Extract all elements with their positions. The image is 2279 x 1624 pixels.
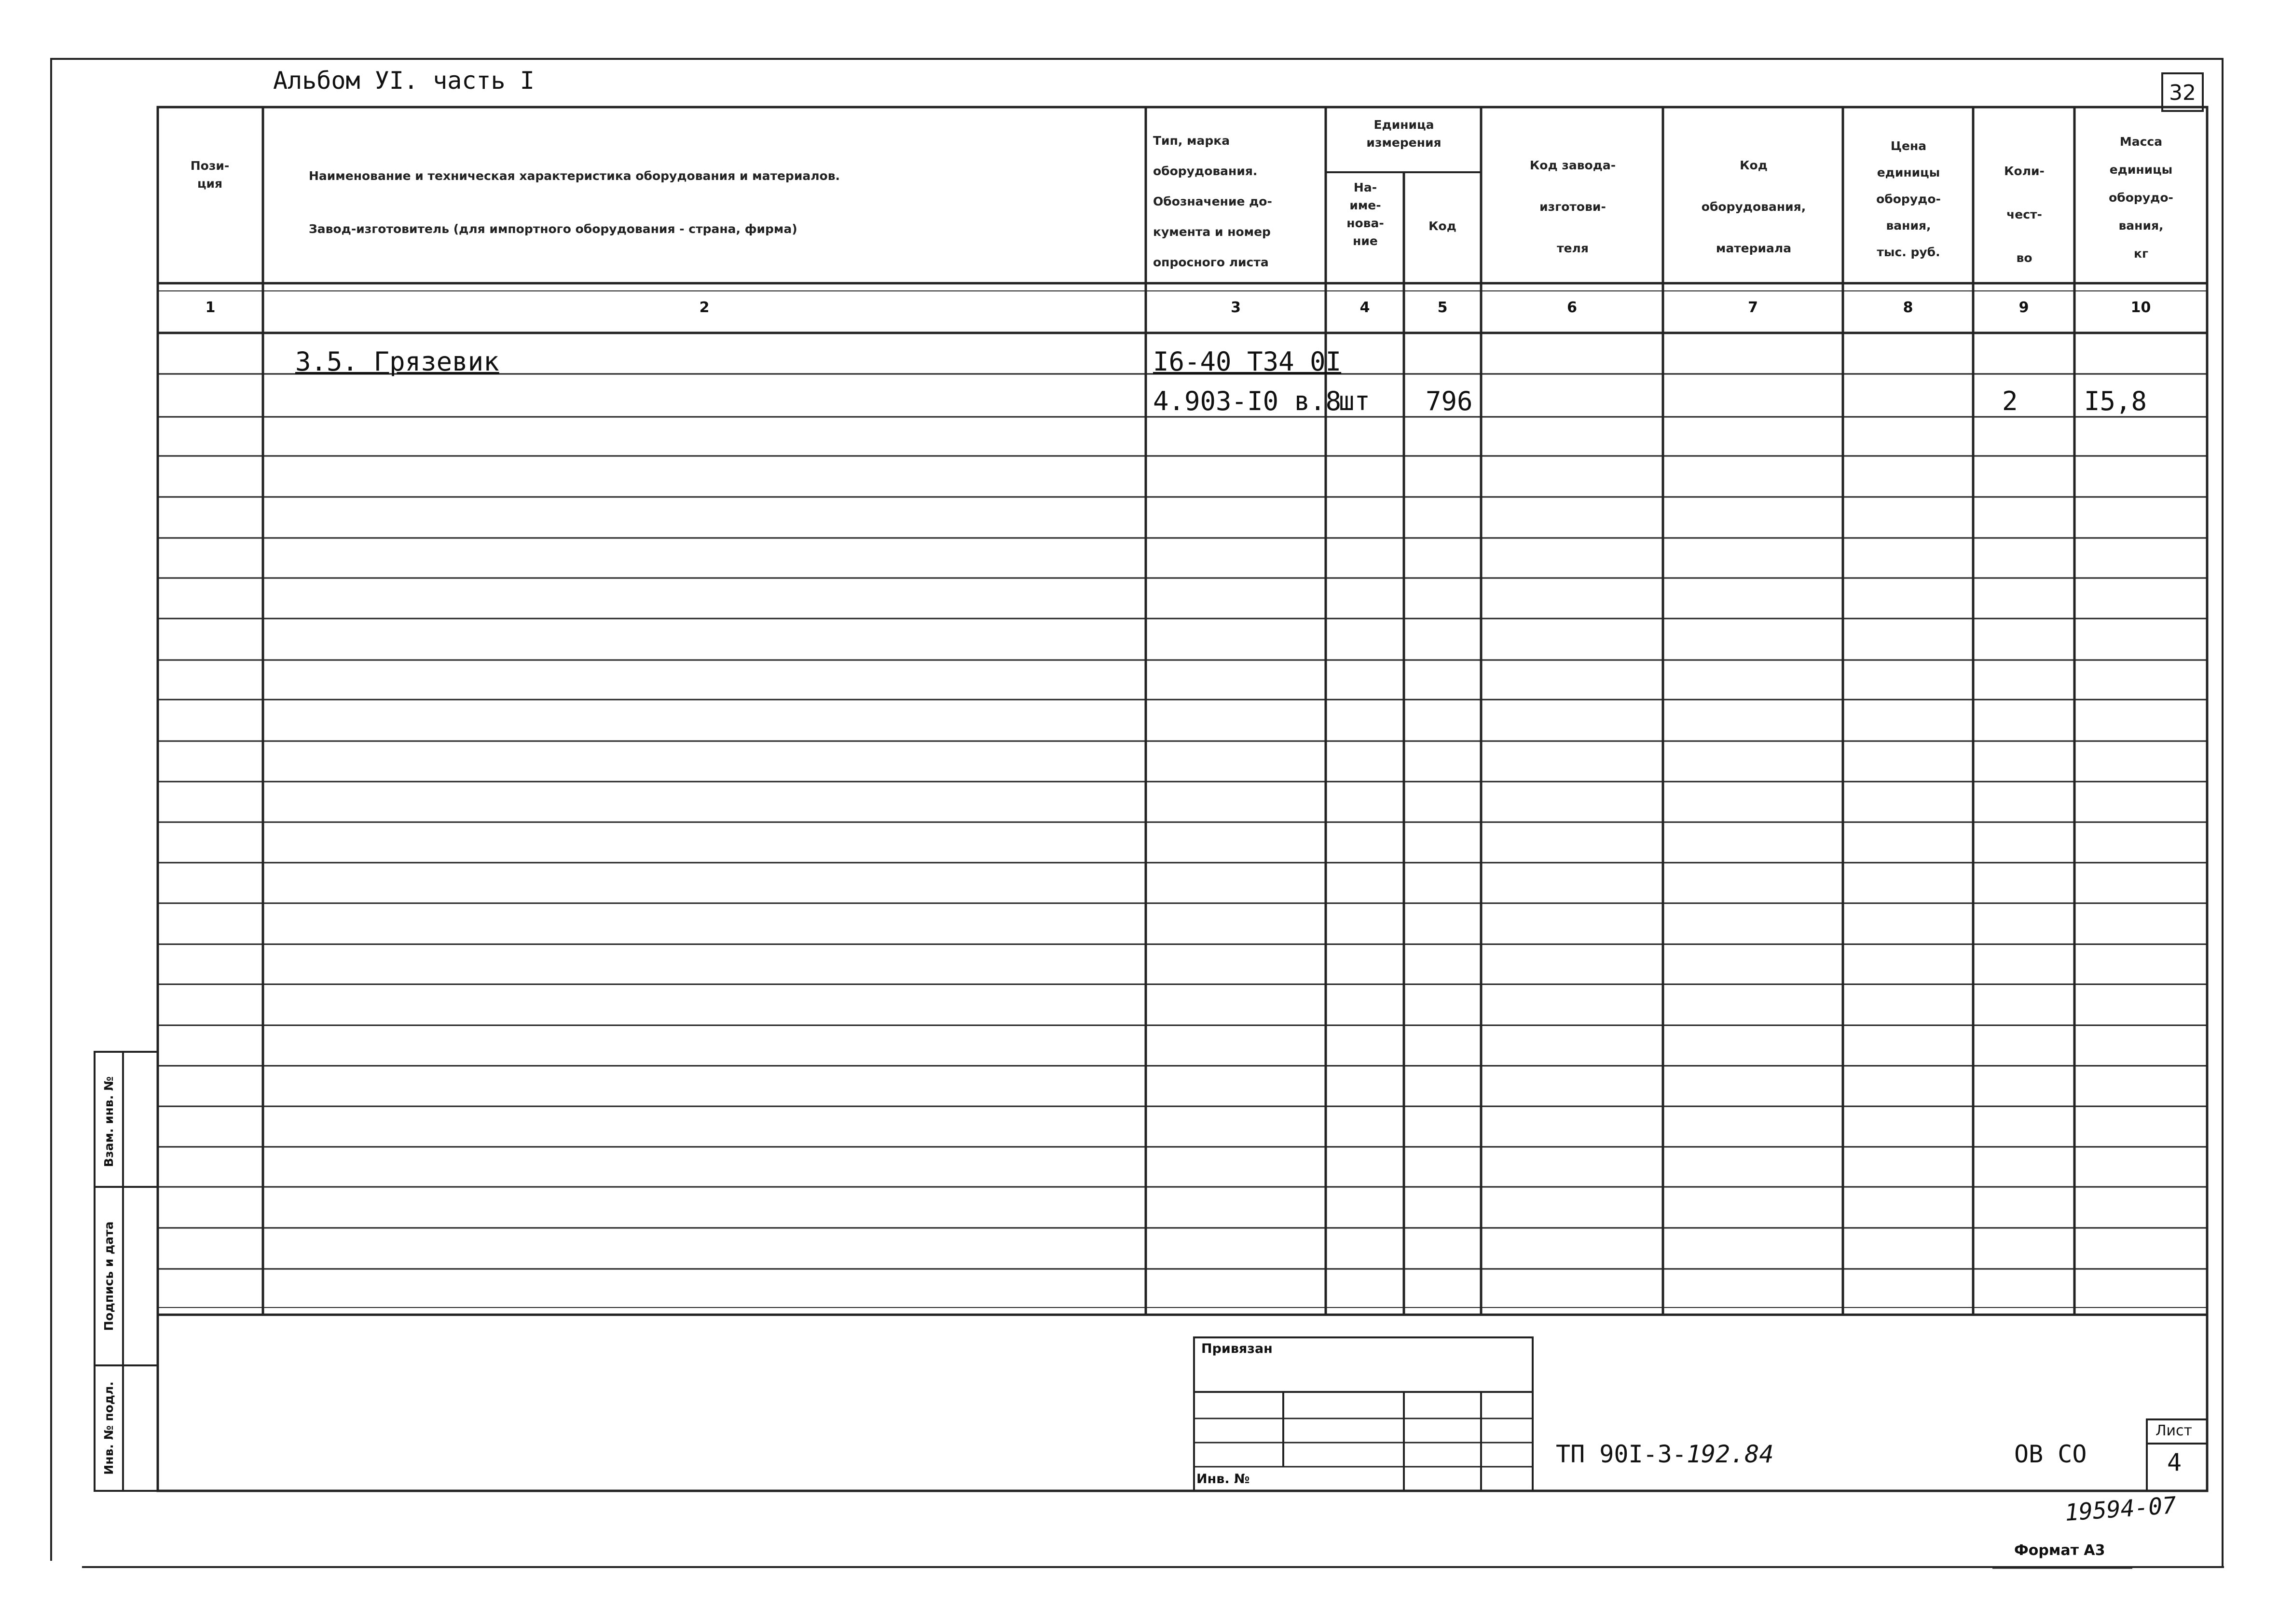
row-type: I6-40 Т34 0I (1153, 346, 1342, 377)
header-unit-code-text: Код (1428, 219, 1456, 233)
header-unit-code (1404, 217, 1481, 235)
album-title: Альбом УI. часть I (273, 67, 535, 95)
header-name (270, 150, 1177, 256)
header-unit-name-text: На- име- нова- ние (1346, 180, 1384, 248)
column-number-5: 5 (1437, 299, 1448, 316)
row-mass: I5,8 (2084, 386, 2147, 416)
doc-code (1556, 1440, 1774, 1468)
column-number-8: 8 (1903, 299, 1913, 316)
handwritten-number: 19594-07 (2064, 1492, 2177, 1527)
header-name-text: Наименование и техническая характеристика оборудования и материалов. Завод-изготовитель (для импортного оборудования - страна, фирма) (309, 169, 840, 236)
header-position-text: Пози- ция (190, 159, 230, 191)
sheet-label: Лист (2155, 1422, 2193, 1439)
column-number-3: 3 (1231, 299, 1241, 316)
side-stamp-replace-inv: Взам. инв. № (102, 1076, 116, 1167)
header-equip-code-text: Код оборудования, материала (1701, 158, 1806, 255)
stamp-bound-label: Привязан (1201, 1341, 1273, 1356)
header-unit-text: Единица измерения (1366, 118, 1442, 150)
header-price-text: Цена единицы оборудо- вания, тыс. руб. (1876, 139, 1941, 259)
header-type (1148, 125, 1329, 277)
row-unit-code: 796 (1426, 386, 1473, 416)
header-factory-code-text: Код завода- изготови- теля (1529, 158, 1616, 255)
row-quantity: 2 (2002, 386, 2018, 416)
doc-code-handwritten: 192.84 (1686, 1440, 1774, 1468)
format-label: Формат А3 (2014, 1542, 2105, 1559)
header-price (1844, 133, 1973, 265)
row-name: 3.5. Грязевик (295, 346, 499, 377)
column-number-7: 7 (1748, 299, 1758, 316)
header-mass-text: Масса единицы оборудо- вания, кг (2109, 135, 2173, 261)
column-number-1: 1 (205, 299, 216, 316)
header-factory-code (1483, 145, 1662, 269)
column-number-4: 4 (1359, 299, 1370, 316)
header-unit (1327, 116, 1481, 151)
doc-code-printed: ТП 90I-3- (1556, 1440, 1687, 1468)
header-quantity (1974, 150, 2074, 280)
header-position (159, 157, 261, 193)
side-stamp-signature-date: Подпись и дата (102, 1221, 116, 1331)
row-type: 4.903-I0 в.8 (1153, 386, 1342, 416)
column-number-6: 6 (1567, 299, 1577, 316)
column-number-10: 10 (2130, 299, 2151, 316)
row-unit: шт (1339, 386, 1371, 416)
header-mass (2075, 128, 2207, 268)
section-code: ОВ СО (2014, 1440, 2087, 1468)
header-quantity-text: Коли- чест- во (2004, 164, 2045, 265)
column-number-9: 9 (2018, 299, 2029, 316)
header-unit-name (1327, 179, 1404, 250)
header-equip-code (1664, 145, 1843, 269)
sheet-number: 4 (2167, 1448, 2182, 1476)
page-number: 32 (2169, 81, 2196, 105)
stamp-inv-label: Инв. № (1196, 1472, 1250, 1486)
header-type-text: Тип, марка оборудования. Обозначение до- кумента и номер опросного листа (1153, 134, 1272, 269)
column-number-2: 2 (699, 299, 710, 316)
side-stamp-inv-original: Инв. № подл. (102, 1381, 116, 1475)
